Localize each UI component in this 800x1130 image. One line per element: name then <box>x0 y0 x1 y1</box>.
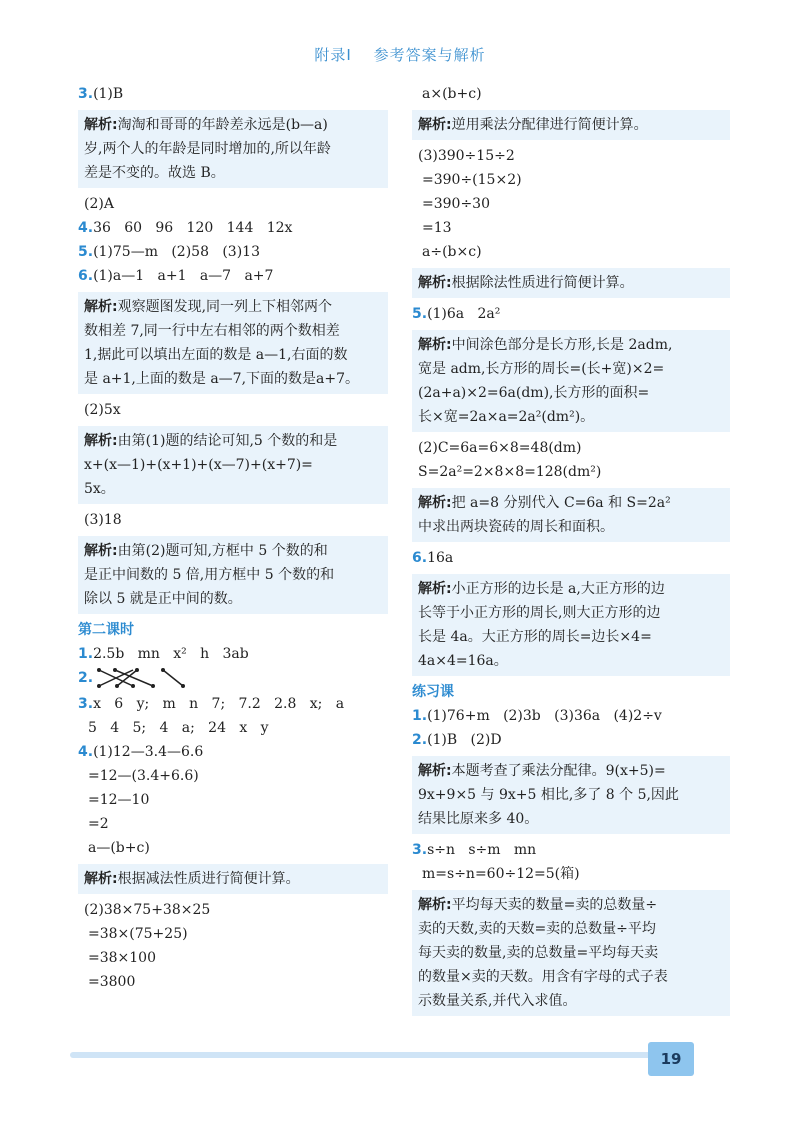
left-column <box>78 82 388 994</box>
answer: x 6 y; m n 7; 7.2 2.8 x; a <box>93 696 345 712</box>
calc-line: a×(b+c) <box>422 86 482 102</box>
answer: (2)5x <box>84 402 121 418</box>
answer: (1)a—1 a+1 a—7 a+7 <box>93 268 274 284</box>
answer: 5 4 5; 4 a; 24 x y <box>88 720 269 736</box>
calc-line: (1)12—3.4—6.6 <box>93 744 204 760</box>
q-number: 5. <box>78 244 94 260</box>
calc-line: =13 <box>422 220 452 236</box>
exp-line: 岁,两个人的年龄是同时增加的,所以年龄 <box>84 141 331 157</box>
exp-line: 淘淘和哥哥的年龄差永远是(b—a) <box>117 117 328 133</box>
exp-line: 是 a+1,上面的数是 a—7,下面的数是a+7。 <box>84 371 360 387</box>
jiexi-label: 解析 <box>84 299 112 315</box>
explanation-box: 解析:本题考查了乘法分配律。9(x+5)= 9x+9×5 与 9x+5 相比,多了 8 个 5,因此 结果比原来多 40。 <box>412 756 730 834</box>
exp-line: 4a×4=16a。 <box>418 653 508 669</box>
exp-line: 结果比原来多 40。 <box>418 811 539 827</box>
explanation-box: 解析:把 a=8 分别代入 C=6a 和 S=2a² 中求出两块瓷砖的周长和面积。 <box>412 488 730 542</box>
exp-line: 把 a=8 分别代入 C=6a 和 S=2a² <box>451 495 671 511</box>
right-column <box>412 82 730 1020</box>
jiexi-label: 解析 <box>84 433 112 449</box>
jiexi-label: 解析 <box>418 337 446 353</box>
exp-line: x+(x—1)+(x+1)+(x—7)+(x+7)= <box>84 457 313 473</box>
footer-bar <box>70 1052 670 1058</box>
q-number: 2. <box>78 670 94 686</box>
exp-line: 5x。 <box>84 481 115 497</box>
explanation-box: 解析:根据减法性质进行简便计算。 <box>78 864 388 894</box>
calc-line: =12—10 <box>88 792 150 808</box>
explanation-box: 解析:小正方形的边长是 a,大正方形的边 长等于小正方形的周长,则大正方形的边 长是 4a。大正方形的周长=边长×4= 4a×4=16a。 <box>412 574 730 676</box>
exp-line: 长×宽=2a×a=2a²(dm²)。 <box>418 409 595 425</box>
answer: (1)B <box>93 86 124 102</box>
calc-line: m=s÷n=60÷12=5(箱) <box>422 866 580 882</box>
exp-line: 示数量关系,并代入求值。 <box>418 993 577 1009</box>
jiexi-label: 解析 <box>84 871 112 887</box>
answer: (1)75—m (2)58 (3)13 <box>93 244 260 260</box>
jiexi-label: 解析 <box>418 275 446 291</box>
calc-line: a—(b+c) <box>88 840 150 856</box>
exp-line: 数相差 7,同一行中左右相邻的两个数相差 <box>84 323 340 339</box>
calc-line: =390÷30 <box>422 196 490 212</box>
q-number: 4. <box>78 744 94 760</box>
exp-line: 差是不变的。故选 B。 <box>84 165 225 181</box>
jiexi-label: 解析 <box>84 117 112 133</box>
answer: (1)6a 2a² <box>427 306 501 322</box>
answer: s÷n s÷m mn <box>427 842 537 858</box>
answer: (1)B (2)D <box>427 732 502 748</box>
exp-line: 由第(2)题可知,方框中 5 个数的和 <box>117 543 328 559</box>
exp-line: 根据减法性质进行简便计算。 <box>117 871 300 887</box>
exp-line: 长等于小正方形的周长,则大正方形的边 <box>418 605 661 621</box>
answer: (3)18 <box>84 512 122 528</box>
explanation-box: 解析:由第(1)题的结论可知,5 个数的和是 x+(x—1)+(x+1)+(x—7)+(x+7)= 5x。 <box>78 426 388 504</box>
answer: 2.5b mn x² h 3ab <box>93 646 249 662</box>
matching-lines-icon <box>93 666 203 690</box>
exp-line: 小正方形的边长是 a,大正方形的边 <box>451 581 665 597</box>
exp-line: 平均每天卖的数量=卖的总数量÷ <box>451 897 658 913</box>
explanation-box: 解析:淘淘和哥哥的年龄差永远是(b—a) 岁,两个人的年龄是同时增加的,所以年龄 差是不变的。故选 B。 <box>78 110 388 188</box>
q-number: 3. <box>78 86 94 102</box>
calc-line: =38×(75+25) <box>88 926 188 942</box>
exp-line: 是正中间数的 5 倍,用方框中 5 个数的和 <box>84 567 335 583</box>
exp-line: 由第(1)题的结论可知,5 个数的和是 <box>117 433 338 449</box>
jiexi-label: 解析 <box>84 543 112 559</box>
q-number: 5. <box>412 306 428 322</box>
exp-line: 每天卖的数量,卖的总数量=平均每天卖 <box>418 945 659 961</box>
explanation-box: 解析:根据除法性质进行简便计算。 <box>412 268 730 298</box>
calc-line: =12—(3.4+6.6) <box>88 768 199 784</box>
calc-line: (2)38×75+38×25 <box>84 902 211 918</box>
calc-line: =38×100 <box>88 950 156 966</box>
explanation-box: 解析:逆用乘法分配律进行简便计算。 <box>412 110 730 140</box>
q-number: 6. <box>412 550 428 566</box>
q-number: 1. <box>78 646 94 662</box>
jiexi-label: 解析 <box>418 581 446 597</box>
answer: (1)76+m (2)3b (3)36a (4)2÷v <box>427 708 662 724</box>
exp-line: 宽是 adm,长方形的周长=(长+宽)×2= <box>418 361 665 377</box>
q-number: 3. <box>412 842 428 858</box>
calc-line: =3800 <box>88 974 136 990</box>
jiexi-label: 解析 <box>418 495 446 511</box>
exp-line: 观察题图发现,同一列上下相邻两个 <box>117 299 333 315</box>
exp-line: 卖的天数,卖的天数=卖的总数量÷平均 <box>418 921 656 937</box>
answer: 16a <box>427 550 454 566</box>
page-header <box>0 44 800 65</box>
answer: (2)A <box>84 196 114 212</box>
answer: 36 60 96 120 144 12x <box>93 220 293 236</box>
exp-line: 9x+9×5 与 9x+5 相比,多了 8 个 5,因此 <box>418 787 679 803</box>
explanation-box: 解析:由第(2)题可知,方框中 5 个数的和 是正中间数的 5 倍,用方框中 5 个数的和 除以 5 就是正中间的数。 <box>78 536 388 614</box>
jiexi-label: 解析 <box>418 897 446 913</box>
jiexi-label: 解析 <box>418 763 446 779</box>
calc-line: =2 <box>88 816 109 832</box>
calc-line: =390÷(15×2) <box>422 172 522 188</box>
exp-line: 的数量×卖的天数。用含有字母的式子表 <box>418 969 668 985</box>
calc-line: (3)390÷15÷2 <box>418 148 515 164</box>
exp-line: 除以 5 就是正中间的数。 <box>84 591 242 607</box>
exp-line: 逆用乘法分配律进行简便计算。 <box>451 117 648 133</box>
exp-line: 中求出两块瓷砖的周长和面积。 <box>418 519 614 535</box>
q-number: 4. <box>78 220 94 236</box>
exp-line: (2a+a)×2=6a(dm),长方形的面积= <box>418 385 650 401</box>
exp-line: 中间涂色部分是长方形,长是 2adm, <box>451 337 673 353</box>
explanation-box: 解析:平均每天卖的数量=卖的总数量÷ 卖的天数,卖的天数=卖的总数量÷平均 每天卖的数量,卖的总数量=平均每天卖 的数量×卖的天数。用含有字母的式子表 示数量关系,并代入求值。 <box>412 890 730 1016</box>
exp-line: 1,据此可以填出左面的数是 a—1,右面的数 <box>84 347 348 363</box>
exp-line: 根据除法性质进行简便计算。 <box>451 275 634 291</box>
section-title: 练习课 <box>412 684 454 700</box>
explanation-box: 解析:中间涂色部分是长方形,长是 2adm, 宽是 adm,长方形的周长=(长+宽)×2= (2a+a)×2=6a(dm),长方形的面积= 长×宽=2a×a=2a²(dm²)。 <box>412 330 730 432</box>
q-number: 1. <box>412 708 428 724</box>
calc-line: S=2a²=2×8×8=128(dm²) <box>418 464 602 480</box>
explanation-box: 解析:观察题图发现,同一列上下相邻两个 数相差 7,同一行中左右相邻的两个数相差 1,据此可以填出左面的数是 a—1,右面的数 是 a+1,上面的数是 a—7,下面的数是a+7。 <box>78 292 388 394</box>
q-number: 6. <box>78 268 94 284</box>
jiexi-label: 解析 <box>418 117 446 133</box>
exp-line: 本题考查了乘法分配律。9(x+5)= <box>451 763 666 779</box>
appendix-label: 附录Ⅰ <box>314 46 352 64</box>
calc-line: (2)C=6a=6×8=48(dm) <box>418 440 582 456</box>
exp-line: 长是 4a。大正方形的周长=边长×4= <box>418 629 652 645</box>
section-title: 第二课时 <box>78 622 134 638</box>
header-title: 参考答案与解析 <box>373 46 486 64</box>
calc-line: a÷(b×c) <box>422 244 482 260</box>
q-number: 2. <box>412 732 428 748</box>
q-number: 3. <box>78 696 94 712</box>
page-number: 19 <box>648 1042 694 1076</box>
